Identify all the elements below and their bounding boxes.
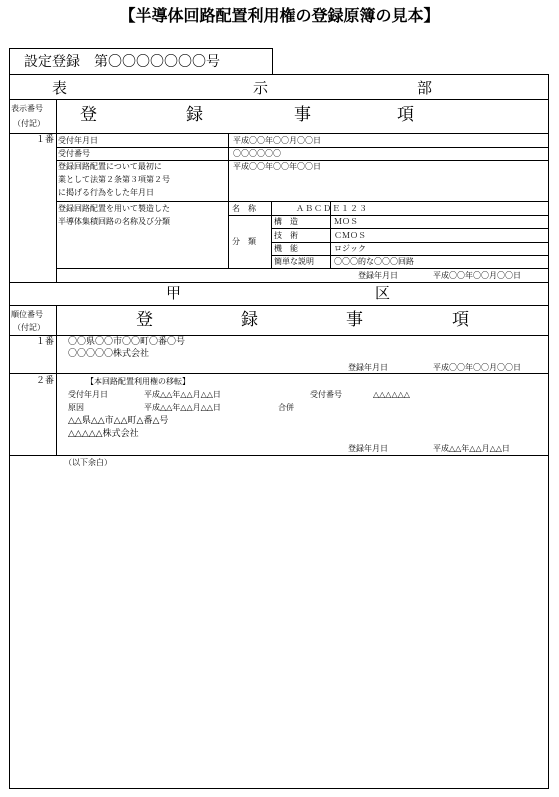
section-header-hyoji-2: 示: [253, 79, 269, 97]
ko-entry-1-number: １番: [36, 337, 55, 347]
class-technology-label: 技 術: [274, 231, 298, 240]
ko-entry-2-cause: 合併: [278, 403, 294, 412]
classification-label: 分 類: [232, 237, 256, 246]
ko-entry-1-reg-date: 平成〇〇年〇〇月〇〇日: [433, 363, 521, 372]
ko-entry-2-address: △△県△△市△△町△番△号: [68, 416, 169, 426]
first-business-label-2: 業として法第２条第３項第２号: [58, 175, 170, 184]
hyoji-reg-date-label: 登録年月日: [358, 271, 398, 280]
class-structure-value: ＭＯＳ: [334, 217, 358, 226]
product-label-1: 登録回路配置を用いて製造した: [58, 204, 170, 213]
section-header-hyoji-3: 部: [417, 79, 433, 97]
ko-entry-2-heading: 【本回路配置利用権の移転】: [86, 377, 190, 386]
class-structure-label: 構 造: [274, 217, 298, 226]
ko-entry-2-reg-date-label: 登録年月日: [348, 444, 388, 453]
first-business-label-1: 登録回路配置について最初に: [58, 162, 162, 171]
col-header-char-3: 事: [294, 105, 311, 125]
col-header-char-2: 録: [186, 105, 203, 125]
ko-entry-2-receipt-no: △△△△△△: [373, 390, 410, 399]
ko-col-header-char-1: 登: [136, 310, 153, 330]
ko-col-header-char-3: 事: [346, 310, 363, 330]
hyoji-entry-number: １番: [36, 135, 55, 145]
rank-number-sublabel: （付記）: [13, 323, 45, 332]
ko-entry-2-cause-label: 原因: [68, 403, 84, 412]
class-description-label: 簡単な説明: [274, 257, 314, 266]
rank-number-label: 順位番号: [11, 310, 43, 319]
document-title: 【半導体回路配置利用権の登録原簿の見本】: [119, 6, 440, 25]
class-technology-value: ＣＭＯＳ: [334, 231, 366, 240]
receipt-date-label: 受付年月日: [58, 136, 98, 145]
ko-col-header-char-2: 録: [241, 310, 258, 330]
class-function-value: ロジック: [334, 244, 366, 253]
product-name-value: ＡＢＣＤＥ１２３: [296, 204, 368, 213]
ko-entry-2-receipt-label: 受付年月日: [68, 390, 108, 399]
ko-entry-2-number: ２番: [36, 376, 55, 386]
registration-number: 設定登録 第〇〇〇〇〇〇〇号: [24, 54, 220, 70]
ko-entry-1-address: 〇〇県〇〇市〇〇町〇番〇号: [68, 337, 186, 347]
col-header-char-1: 登: [80, 105, 97, 125]
class-function-label: 機 能: [274, 244, 298, 253]
receipt-date-value: 平成〇〇年〇〇月〇〇日: [233, 136, 321, 145]
ko-entry-1-reg-date-label: 登録年月日: [348, 363, 388, 372]
ko-entry-2-reg-date: 平成△△年△△月△△日: [433, 444, 510, 453]
closing-remark: （以下余白）: [64, 458, 112, 467]
section-header-ko-1: 甲: [166, 284, 182, 302]
ko-entry-2-company: △△△△△株式会社: [68, 429, 139, 439]
section-header-ko-2: 区: [375, 284, 391, 302]
product-name-label: 名 称: [232, 204, 256, 213]
ko-entry-1-company: 〇〇〇〇〇株式会社: [68, 349, 150, 359]
display-number-label: 表示番号: [11, 104, 43, 113]
hyoji-reg-date: 平成〇〇年〇〇月〇〇日: [433, 271, 521, 280]
class-description-value: 〇〇〇的な〇〇〇回路: [334, 257, 414, 266]
ko-entry-2-receipt-date: 平成△△年△△月△△日: [144, 390, 221, 399]
ko-entry-2-receipt-no-label: 受付番号: [310, 390, 342, 399]
col-header-char-4: 項: [397, 105, 414, 125]
first-business-label-3: に掲げる行為をした年月日: [58, 188, 154, 197]
receipt-number-value: 〇〇〇〇〇〇: [233, 149, 281, 158]
receipt-number-label: 受付番号: [58, 149, 90, 158]
section-header-hyoji-1: 表: [52, 79, 68, 97]
first-business-value: 平成〇〇年〇〇年〇〇日: [233, 162, 321, 171]
product-label-2: 半導体集積回路の名称及び分類: [58, 217, 170, 226]
display-number-sublabel: （付記）: [13, 119, 45, 128]
ko-entry-2-cause-date: 平成△△年△△月△△日: [144, 403, 221, 412]
ko-col-header-char-4: 項: [452, 310, 469, 330]
